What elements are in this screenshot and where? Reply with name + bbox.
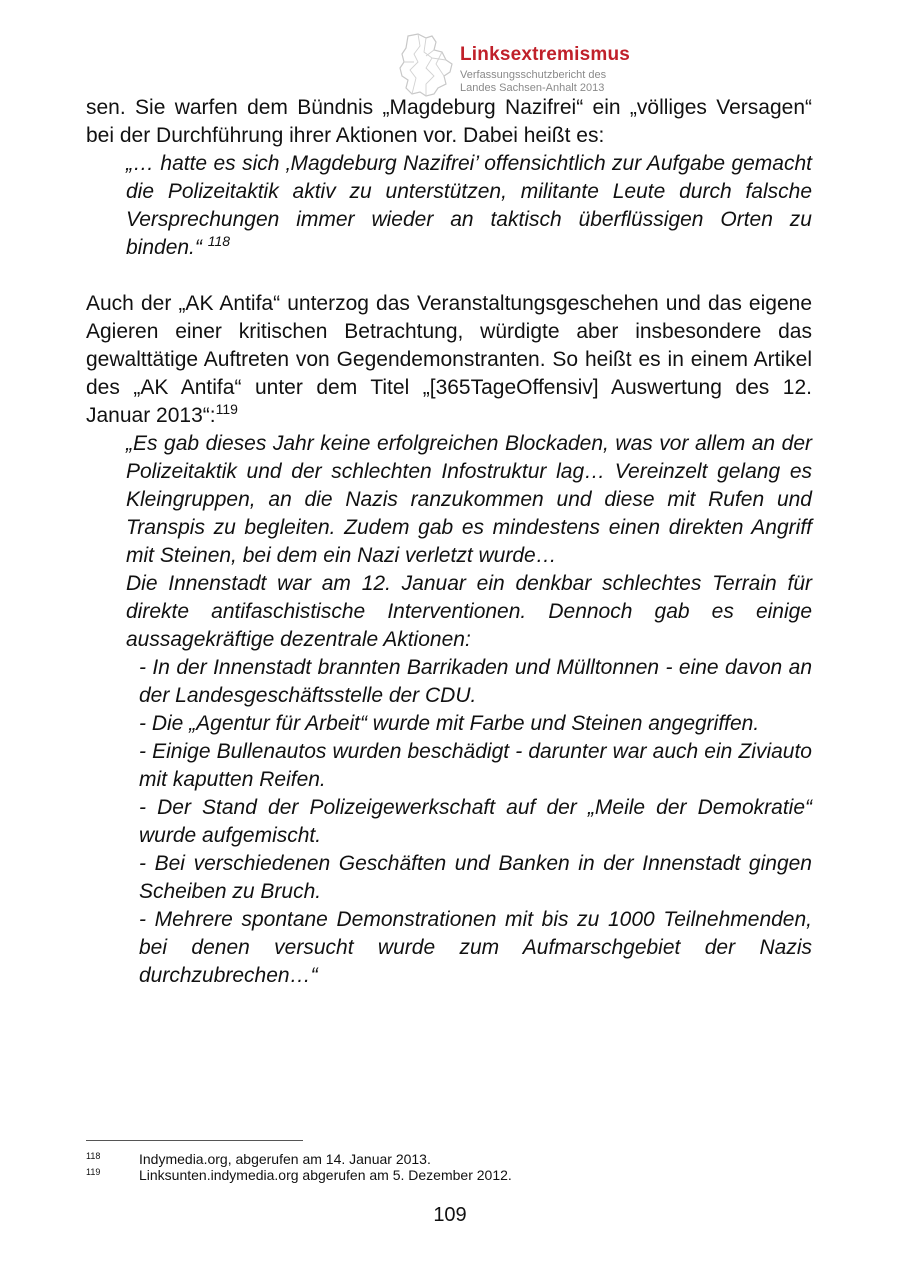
header-title: Linksextremismus <box>460 44 631 65</box>
footnote-number: 119 <box>86 1167 101 1177</box>
header-subtitle-line1: Verfassungsschutzbericht des <box>460 69 607 81</box>
quote-bullet: - Einige Bullenautos wurden beschädigt - darunter war auch ein Ziviauto mit kaputten Reifen. <box>139 740 812 791</box>
footnote-ref-118: 118 <box>207 233 231 249</box>
footnote-ref-119: 119 <box>215 401 238 417</box>
saxony-anhalt-map-outline-icon <box>396 32 454 98</box>
footnote-text: Linksunten.indymedia.org abgerufen am 5. Dezember 2012. <box>139 1167 512 1183</box>
paragraph-1: sen. Sie warfen dem Bündnis „Magdeburg Nazifrei“ ein „völliges Versagen“ bei der Durchführung ihrer Aktionen vor. Dabei heißt es: <box>86 96 812 147</box>
quote-1-text: „… hatte es sich ‚Magdeburg Nazifrei’ offensichtlich zur Aufgabe gemacht die Polizeitaktik aktiv zu unterstützen, militante Leute durch falsche Versprechungen immer wieder an taktisch überflüssigen Orten zu binden.“ <box>126 152 812 259</box>
quote-2b: Die Innenstadt war am 12. Januar ein denkbar schlechtes Terrain für direkte antifaschistische Interventionen. Dennoch gab es einige aussagekräftige dezentrale Aktionen: <box>126 572 812 651</box>
quote-bullet: - Bei verschiedenen Geschäften und Banken in der Innenstadt gingen Scheiben zu Bruch. <box>139 852 812 903</box>
page-header <box>396 32 696 100</box>
header-subtitle <box>460 69 606 95</box>
header-subtitle-line2: Landes Sachsen-Anhalt 2013 <box>460 82 605 94</box>
footnote-number: 118 <box>86 1151 101 1161</box>
paragraph-2 <box>86 290 812 430</box>
spacer <box>86 262 812 290</box>
quote-bullet: - In der Innenstadt brannten Barrikaden und Mülltonnen - eine davon an der Landesgeschäftsstelle der CDU. <box>139 656 812 707</box>
quote-bullet: - Der Stand der Polizeigewerkschaft auf der „Meile der Demokratie“ wurde aufgemischt. <box>139 796 812 847</box>
quote-bullet: - Die „Agentur für Arbeit“ wurde mit Farbe und Steinen angegriffen. <box>139 712 760 735</box>
quote-bullet: - Mehrere spontane Demonstrationen mit bis zu 1000 Teilnehmenden, bei denen versucht wurde zum Aufmarschgebiet der Nazis durchzubrechen…“ <box>139 908 812 987</box>
page-number: 109 <box>433 1204 467 1226</box>
paragraph-2-text: Auch der „AK Antifa“ unterzog das Veranstaltungsgeschehen und das eigene Agieren einer kritischen Betrachtung, würdigte aber insbesondere das gewalttätige Auftreten von Gegendemonstranten. So heißt es in einem Artikel des „AK Antifa“ unter dem Titel „[365TageOffensiv] Auswertung des 12. Januar 2013“: <box>86 292 812 427</box>
quote-1 <box>126 150 812 262</box>
footnote-text: Indymedia.org, abgerufen am 14. Januar 2013. <box>139 1151 431 1167</box>
footnote-divider <box>86 1140 303 1141</box>
quote-2a: „Es gab dieses Jahr keine erfolgreichen Blockaden, was vor allem an der Polizeitaktik und der schlechten Infostruktur lag… Vereinzelt gelang es Kleingruppen, an die Nazis ranzukommen und diese mit Rufen und Transpis zu begleiten. Zudem gab es mindestens einen direkten Angriff mit Steinen, bei dem ein Nazi verletzt wurde… <box>126 432 812 567</box>
main-text <box>86 94 812 990</box>
